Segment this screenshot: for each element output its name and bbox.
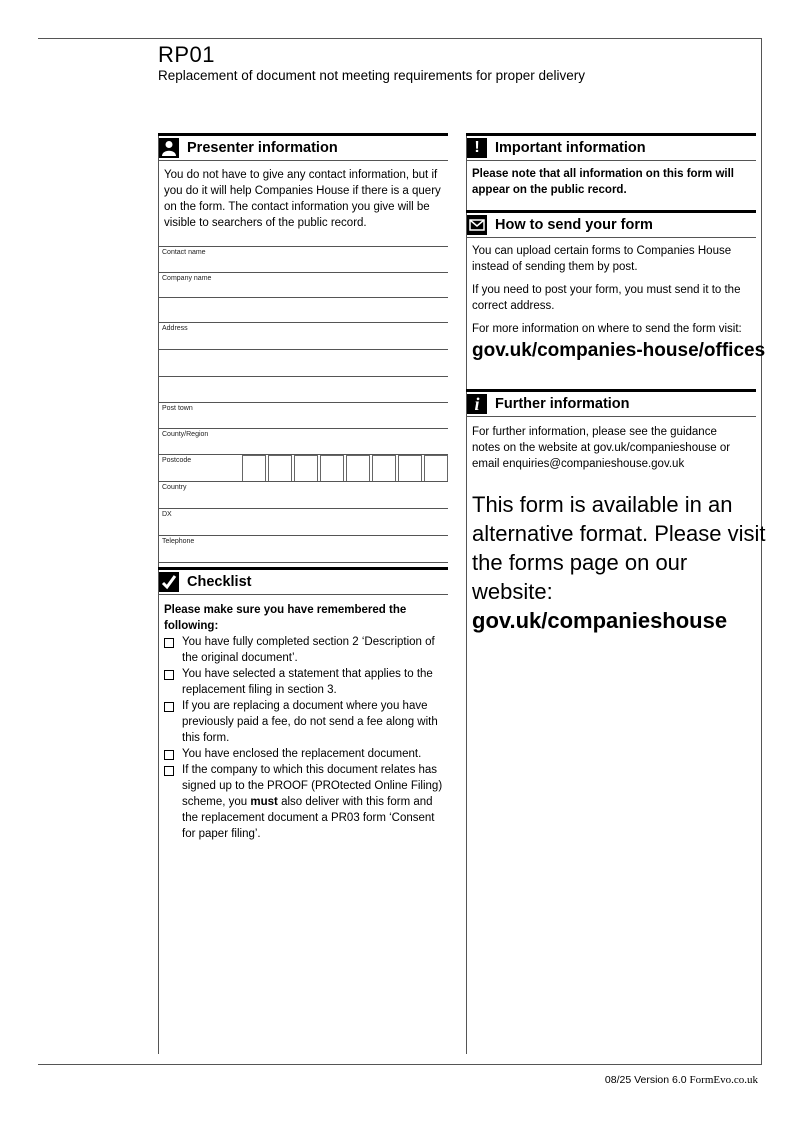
- country-label: Country: [162, 484, 187, 491]
- alt-format-notice: [472, 490, 772, 635]
- postcode-box[interactable]: [294, 455, 318, 481]
- checklist-item-text: If the company to which this document relates has signed up to the PROOF (PROtected Online Filing) scheme, you: [182, 764, 443, 808]
- checklist-body: [164, 602, 444, 842]
- send-paragraph-2: If you need to post your form, you must send it to the correct address.: [472, 284, 741, 312]
- checkmark-icon: [159, 572, 179, 592]
- form-title: Replacement of document not meeting requirements for proper delivery: [158, 68, 585, 83]
- checkbox[interactable]: [164, 750, 174, 760]
- top-rule: [38, 38, 762, 39]
- postcode-box[interactable]: [268, 455, 292, 481]
- checklist-item-emphasis: must: [250, 796, 278, 808]
- footer-version: 08/25 Version 6.0: [604, 1074, 687, 1086]
- postcode-box[interactable]: [320, 455, 344, 481]
- checklist-section-header: [158, 567, 448, 595]
- checklist-item-text: You have enclosed the replacement document.: [182, 748, 422, 760]
- companies-house-link[interactable]: gov.uk/companieshouse: [472, 608, 728, 633]
- right-column-rule: [466, 134, 467, 1054]
- postcode-box[interactable]: [398, 455, 422, 481]
- envelope-icon: [467, 215, 487, 235]
- dx-field[interactable]: [158, 508, 448, 535]
- important-heading: Important information: [495, 140, 646, 156]
- further-heading: Further information: [495, 396, 630, 412]
- address-line-2[interactable]: [158, 349, 448, 376]
- dx-label: DX: [162, 511, 172, 518]
- checkbox[interactable]: [164, 766, 174, 776]
- info-icon: i: [467, 394, 487, 414]
- county-field[interactable]: [158, 428, 448, 455]
- company-name-field[interactable]: [158, 272, 448, 299]
- post-town-label: Post town: [162, 405, 193, 412]
- presenter-heading: Presenter information: [187, 140, 338, 156]
- checklist-item: [164, 634, 444, 666]
- company-name-line-2[interactable]: [158, 297, 448, 324]
- address-field[interactable]: [158, 322, 448, 349]
- contact-name-label: Contact name: [162, 249, 206, 256]
- country-field[interactable]: [158, 481, 448, 508]
- address-line-3[interactable]: [158, 376, 448, 403]
- checklist-intro: Please make sure you have remembered the following:: [164, 604, 407, 632]
- company-name-label: Company name: [162, 275, 212, 282]
- send-paragraph-3: For more information on where to send the form visit:: [472, 323, 742, 335]
- alt-format-text: This form is available in an alternative format. Please visit the forms page on our website:: [472, 492, 766, 604]
- checklist-item: [164, 666, 444, 698]
- footer-brand: FormEvo.co.uk: [689, 1074, 758, 1086]
- contact-name-field[interactable]: [158, 246, 448, 273]
- checklist-item-text: If you are replacing a document where you have previously paid a fee, do not send a fee along with this form.: [182, 700, 438, 744]
- send-section-header: [466, 210, 756, 238]
- important-section-header: [466, 133, 756, 161]
- checklist-item: [164, 698, 444, 746]
- person-icon: [159, 138, 179, 158]
- footer: [605, 1074, 758, 1086]
- postcode-box[interactable]: [242, 455, 266, 481]
- checklist-heading: Checklist: [187, 574, 252, 590]
- post-town-field[interactable]: [158, 402, 448, 429]
- postcode-box[interactable]: [372, 455, 396, 481]
- checklist-item-text: also deliver with this form and the replacement document a PR03 form ‘Consent for paper filing’.: [182, 796, 435, 840]
- send-paragraph-1: You can upload certain forms to Companies House instead of sending them by post.: [472, 245, 732, 273]
- telephone-label: Telephone: [162, 538, 195, 545]
- checklist-item: [164, 746, 444, 762]
- checklist-item: [164, 762, 444, 842]
- presenter-intro: You do not have to give any contact information, but if you do it will help Companies House if there is a query on the form. The contact information you give will be visible to searchers of the public record.: [164, 169, 441, 229]
- telephone-field[interactable]: [158, 535, 448, 563]
- address-label: Address: [162, 325, 188, 332]
- checklist-item-text: You have selected a statement that applies to the replacement filing in section 3.: [182, 668, 433, 696]
- exclamation-icon: !: [467, 138, 487, 158]
- form-code: RP01: [158, 42, 216, 67]
- postcode-box[interactable]: [346, 455, 370, 481]
- checklist-item-text: You have fully completed section 2 ‘Description of the original document’.: [182, 636, 435, 664]
- postcode-box[interactable]: [424, 455, 448, 481]
- send-heading: How to send your form: [495, 217, 653, 233]
- bottom-rule: [38, 1064, 762, 1065]
- county-label: County/Region: [162, 431, 209, 438]
- further-text: For further information, please see the guidance notes on the website at gov.uk/companieshouse or email enquiries@companieshouse.gov.uk: [472, 426, 731, 470]
- checkbox[interactable]: [164, 670, 174, 680]
- offices-link[interactable]: gov.uk/companies-house/offices: [472, 340, 766, 361]
- checkbox[interactable]: [164, 638, 174, 648]
- checkbox[interactable]: [164, 702, 174, 712]
- presenter-section-header: [158, 133, 448, 161]
- important-text: Please note that all information on this form will appear on the public record.: [472, 168, 734, 196]
- postcode-label: Postcode: [162, 457, 192, 464]
- further-section-header: [466, 389, 756, 417]
